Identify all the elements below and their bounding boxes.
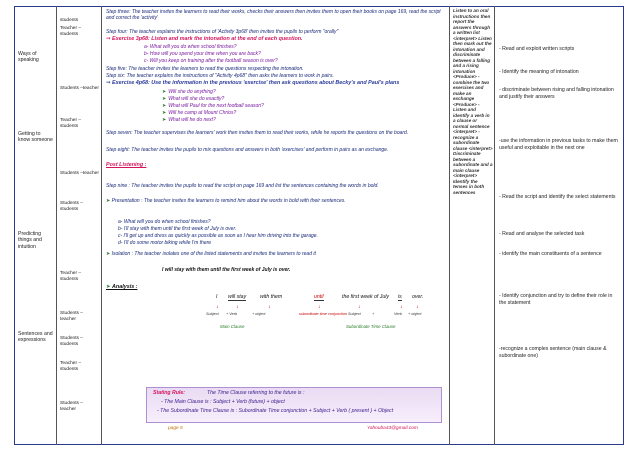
- analysis-word-subject: I: [216, 294, 218, 300]
- post-listening-heading: Post Listening :: [106, 162, 147, 168]
- actor-10: Teacher – students: [60, 361, 82, 372]
- step-nine: Step nine : The teacher invites the pupils to read the script on page 169 and list the sentences containing the words in bold.: [106, 183, 379, 189]
- footer-email: Yahouba43@gmail.com: [367, 426, 418, 431]
- sub-clause-label: Subordinate Time Clause: [346, 324, 396, 329]
- exercise3-item-c: c- Will you keep on training after the football season is over?: [144, 58, 278, 64]
- tag-subject-2: Subject: [348, 312, 361, 316]
- actor-2: Teacher – students: [60, 26, 82, 37]
- main-clause-label: Main Clause: [220, 324, 245, 329]
- objective-9: -recognize a complex sentence (main clause & subordinate one): [499, 346, 607, 359]
- tag-object-2: + object: [408, 312, 422, 316]
- exercise4-item-4: ➤ Will he camp at Mount Chrios?: [162, 110, 237, 116]
- tag-conjunction: subordinate time conjunction: [298, 312, 348, 316]
- objective-6: - Read and analyse the selected task: [499, 231, 585, 237]
- exercise4-heading: ⇒ Exercise 4p68: Use the information in the previous 'exercise' then ask questions about Becky's and Paul's plans: [106, 80, 400, 86]
- isolated-sentence: I will stay with them until the first week of July is over.: [162, 267, 291, 273]
- rule-title: Stating Rule:: [153, 390, 185, 396]
- tag-subject-1: Subject: [206, 312, 219, 316]
- analysis-word-over: over.: [412, 294, 424, 300]
- analysis-word-object: with them: [260, 294, 283, 300]
- arrow-down-icon: ↓: [236, 304, 239, 310]
- step-eight: Step eight: The teacher invites the pupils to mix questions and answers in both 'exercises' and perform in pairs as an exchange.: [106, 147, 389, 153]
- exercise4-item-2: ➤ What will she do exactly?: [162, 96, 225, 102]
- actor-9: Students – students: [60, 336, 83, 347]
- analysis-heading: ➤ Analysis :: [106, 284, 138, 290]
- arrow-down-icon: ↓: [416, 304, 419, 310]
- exercise3-heading: ⇒ Exercise 3p68: Listen and mark the intonation at the end of each question.: [106, 36, 303, 42]
- step-five: Step five: The teacher invites the learners to read the questions respecting the intonation.: [106, 66, 304, 72]
- actor-4: Teacher – students: [60, 118, 82, 129]
- objectives-column: [495, 6, 624, 445]
- objective-8: - Identify conjunction and try to define their role in the statement: [499, 293, 613, 306]
- analysis-word-phrase: the first week of July: [342, 294, 389, 300]
- actor-8: Students – teacher: [60, 311, 83, 322]
- stages-column: [14, 6, 57, 445]
- actor-7: Teacher – students: [60, 271, 82, 282]
- arrow-down-icon: ↓: [318, 304, 321, 310]
- actor-11: Students – teacher: [60, 401, 83, 412]
- exercise3-item-a: a- What will you do when school finishes?: [144, 44, 237, 50]
- stage-ways-of-speaking: Ways of speaking: [18, 51, 39, 64]
- pres-item-a: a- What will you do when school finishes?: [118, 219, 211, 225]
- arrow-down-icon: ↓: [216, 304, 219, 310]
- arrow-down-icon: ↓: [268, 304, 271, 310]
- stage-predicting: Predicting things and intuition: [18, 231, 42, 250]
- actors-column: [57, 6, 102, 445]
- actor-1: students: [60, 18, 79, 23]
- pres-item-c: c- I'll get up and dress as quickly as possible as soon as I hear him driving into the garage.: [118, 233, 318, 239]
- assessment-text: Listen to an oral instructions then report the answers through a written list <interpret> Listen then mark out the intonation and discriminate between a falling and a rising intonation <Produce> -combine the two exercises and make an exchange <Produce> -Listen and identify a verb in a clause or normal sentence <interpret> -recognize a subordinate clause <interpret> Discriminate between a subordinate and a main clause <interpret> Identify the tenses in both sentences: [453, 8, 493, 195]
- isolation-line: ➤ Isolation : The teacher isolates one of the listed statements and invites the learners to read it: [106, 251, 316, 257]
- exercise4-item-1: ➤ Will she do anything?: [162, 89, 216, 95]
- step-four: Step four: The teacher explains the instructions of 'Activity 3p68' then invites the pupils to perform "orally": [106, 29, 339, 35]
- actor-5: Students –teacher: [60, 171, 99, 176]
- presentation-line: ➤ Presentation : The teacher invites the learners to remind him about the words in bold with their sentences.: [106, 198, 346, 204]
- pres-item-d: d- I'll do some motor biking while I'm there: [118, 240, 212, 246]
- arrow-down-icon: ↓: [400, 304, 403, 310]
- objective-4: -use the information in previous tasks to make them useful and exploitable in the next one: [499, 138, 618, 151]
- analysis-word-until: until: [314, 294, 324, 300]
- objective-7: - identify the main constituents of a sentence: [499, 251, 602, 257]
- exercise3-item-b: b- How will you spend your time when you are back?: [144, 51, 261, 57]
- step-three: Step three: The teacher invites the learners to read their works, checks their answers then invites them to open their books on page 169, read the script and correct the 'activity': [106, 9, 441, 22]
- exercise4-item-5: ➤ What will he do next?: [162, 117, 216, 123]
- actor-6: Students – students: [60, 201, 83, 212]
- objective-1: - Read and exploit written scripts: [499, 46, 575, 52]
- actor-3: Students –teacher: [60, 86, 99, 91]
- exercise4-item-3: ➤ What will Paul for the next football season?: [162, 103, 264, 109]
- stage-getting-to-know: Getting to know someone: [18, 131, 53, 144]
- objective-5: - Read the script and identify the select statements: [499, 194, 616, 200]
- stage-sentences: Sentences and expressions: [18, 331, 53, 344]
- tag-plus: +: [372, 312, 375, 316]
- footer-page: page 5: [168, 426, 183, 431]
- step-seven: Step seven: The teacher supervises the learners' work then invites them to read their works, while he reports the questions on the board.: [106, 130, 409, 136]
- tag-object-1: + object: [252, 312, 266, 316]
- analysis-word-verb: will stay: [228, 294, 247, 300]
- procedure-column: [102, 6, 450, 445]
- tag-verb-2: Verb: [394, 312, 402, 316]
- pres-item-b: b- I'll stay with them until the first week of July is over.: [118, 226, 237, 232]
- step-six: Step six: The teacher explains the instructions of "Activity 4p68" then asks the learners to work in pairs.: [106, 73, 334, 79]
- assessment-column: [450, 6, 495, 445]
- objective-2: - Identify the meaning of intonation: [499, 69, 579, 75]
- rule-intro: The Time Clause referring to the future is :: [207, 390, 305, 396]
- tag-verb-1: + Verb: [226, 312, 238, 316]
- rule-line-sub: - The Subordinate Time Clause is : Subordinate Time conjunction + Subject + Verb ( present ) + Object: [157, 408, 394, 414]
- rule-line-main: - The Main Clause is : Subject + Verb (future) + object: [161, 399, 285, 405]
- stating-rule-box: [146, 387, 442, 423]
- analysis-word-is: is: [398, 294, 402, 300]
- arrow-down-icon: ↓: [358, 304, 361, 310]
- objective-3: - discriminate between rising and falling intonation and justify their answers: [499, 87, 614, 100]
